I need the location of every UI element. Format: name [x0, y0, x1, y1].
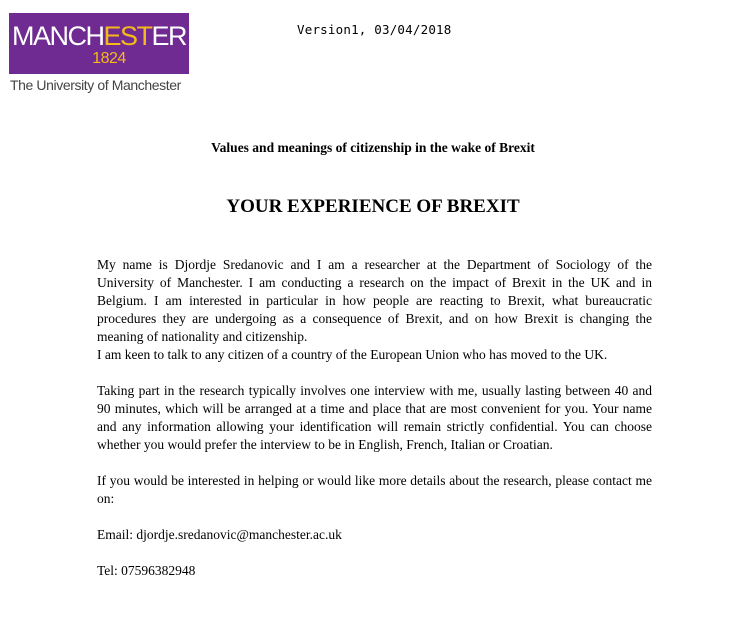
logo-word-accent: EST	[103, 20, 152, 51]
project-title: Values and meanings of citizenship in the wake of Brexit	[211, 140, 535, 155]
document-body	[97, 256, 652, 580]
page-heading: YOUR EXPERIENCE OF BREXIT	[226, 196, 520, 217]
logo-word-part: ER	[151, 20, 187, 51]
intro-paragraph: My name is Djordje Sredanovic and I am a researcher at the Department of Sociology of the University of Manchester. I am conducting a research on the impact of Brexit in the UK and in Belgium. I am interested in particular in how people are reacting to Brexit, what bureaucratic procedures they are undergoing as a consequence of Brexit, and on how Brexit is changing the meaning of nationality and citizenship.	[97, 257, 652, 344]
logo-subtitle: The University of Manchester	[10, 77, 181, 93]
logo-word-part: MANCH	[11, 20, 104, 51]
eligibility-paragraph: I am keen to talk to any citizen of a country of the European Union who has moved to the UK.	[97, 347, 608, 362]
contact-phone: Tel: 07596382948	[97, 563, 196, 578]
university-logo	[9, 13, 189, 74]
document-version: Version1, 03/04/2018	[297, 22, 452, 37]
logo-wordmark	[11, 20, 187, 51]
participation-paragraph: Taking part in the research typically involves one interview with me, usually lasting between 40 and 90 minutes, which will be arranged at a time and place that are most convenient for you. Your name and any information allowing your identification will remain strictly confidential. You can choose whether you would prefer the interview to be in English, French, Italian or Croatian.	[97, 383, 652, 452]
logo-year: 1824	[92, 49, 126, 67]
contact-email: Email: djordje.sredanovic@manchester.ac.uk	[97, 527, 342, 542]
contact-intro-paragraph: If you would be interested in helping or would like more details about the research, please contact me on:	[97, 473, 652, 506]
